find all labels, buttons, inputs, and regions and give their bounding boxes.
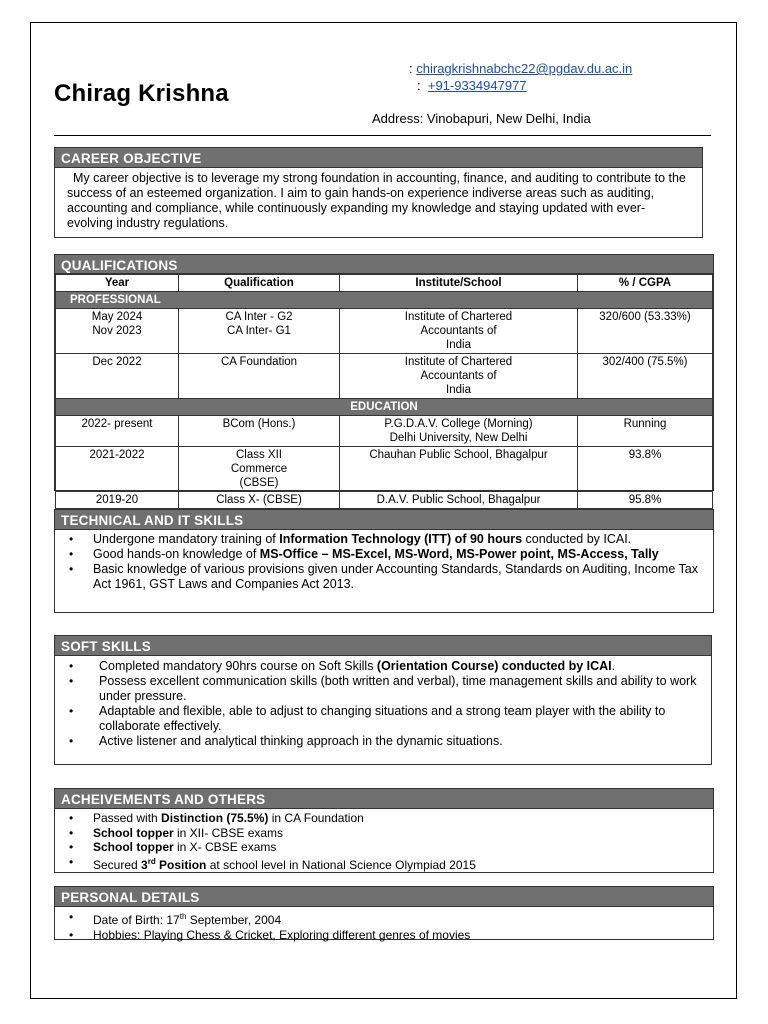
list-item: • School topper in XII- CBSE exams <box>55 826 713 841</box>
qualifications-section <box>54 254 714 506</box>
address: Address: Vinobapuri, New Delhi, India <box>372 111 591 126</box>
cell-score: 95.8% <box>578 492 713 509</box>
list-item: • School topper in X- CBSE exams <box>55 840 713 855</box>
col-qualification: Qualification <box>179 275 340 292</box>
list-item: • Passed with Distinction (75.5%) in CA Foundation <box>55 811 713 826</box>
cell-institute: Institute of Chartered Accountants of India <box>340 309 578 354</box>
education-band <box>56 399 713 416</box>
cell-institute: P.G.D.A.V. College (Morning) Delhi University, New Delhi <box>340 416 578 447</box>
qualifications-heading: QUALIFICATIONS <box>55 255 713 274</box>
qualifications-table <box>55 274 713 509</box>
achievements-heading: ACHEIVEMENTS AND OTHERS <box>55 789 713 809</box>
cell-score: 93.8% <box>578 447 713 492</box>
email-prefix: : <box>409 61 413 76</box>
col-institute: Institute/School <box>340 275 578 292</box>
list-item: • Undergone mandatory training of Information Technology (ITT) of 90 hours conducted by ICAI. <box>55 532 709 547</box>
list-item: • Possess excellent communication skills (both written and verbal), time management skills and ability to work under pressure. <box>55 674 703 704</box>
cell-year: 2022- present <box>56 416 179 447</box>
personal-details-list <box>55 907 713 942</box>
cell-qualification: BCom (Hons.) <box>179 416 340 447</box>
table-row <box>56 416 713 447</box>
cell-qualification: Class XII Commerce (CBSE) <box>179 447 340 492</box>
table-row <box>56 309 713 354</box>
table-row <box>56 354 713 399</box>
achievements-section <box>54 788 714 873</box>
cell-year: May 2024 Nov 2023 <box>56 309 179 354</box>
cell-qualification: CA Inter - G2 CA Inter- G1 <box>179 309 340 354</box>
phone-line <box>417 78 527 93</box>
list-item: • Completed mandatory 90hrs course on Soft Skills (Orientation Course) conducted by ICAI. <box>55 659 703 674</box>
list-item: • Adaptable and flexible, able to adjust to changing situations and a strong team player with the ability to collaborate effectively. <box>55 704 703 734</box>
cell-score: 302/400 (75.5%) <box>578 354 713 399</box>
cell-institute: Institute of Chartered Accountants of India <box>340 354 578 399</box>
cell-qualification: Class X- (CBSE) <box>179 492 340 509</box>
career-objective-heading: CAREER OBJECTIVE <box>55 148 702 168</box>
achievements-list <box>55 809 713 872</box>
list-item: • Date of Birth: 17th September, 2004 <box>55 910 713 928</box>
col-year: Year <box>56 275 179 292</box>
candidate-name: Chirag Krishna <box>54 80 229 107</box>
career-objective-text: My career objective is to leverage my strong foundation in accounting, finance, and auditing to contribute to the success of an esteemed organization. I aim to gain hands-on experience indiverse areas such as auditing, accounting and compliance, while continuously expanding my knowledge and staying updated with ever-evolving industry regulations. <box>67 171 686 230</box>
cell-score: 320/600 (53.33%) <box>578 309 713 354</box>
personal-details-heading: PERSONAL DETAILS <box>55 887 713 907</box>
professional-band <box>56 292 713 309</box>
list-item: • Hobbies: Playing Chess & Cricket, Exploring different genres of movies <box>55 928 713 943</box>
list-item: • Basic knowledge of various provisions given under Accounting Standards, Standards on Auditing, Income Tax Act 1961, GST Laws and Companies Act 2013. <box>55 562 709 592</box>
personal-details-section <box>54 886 714 940</box>
list-item: • Active listener and analytical thinking approach in the dynamic situations. <box>55 734 703 749</box>
table-header-row <box>56 275 713 292</box>
soft-skills-list <box>55 656 711 749</box>
cell-institute: Chauhan Public School, Bhagalpur <box>340 447 578 492</box>
col-score: % / CGPA <box>578 275 713 292</box>
technical-skills-list <box>55 530 713 592</box>
phone-prefix: : <box>417 78 421 93</box>
technical-skills-heading: TECHNICAL AND IT SKILLS <box>55 510 713 530</box>
email-line <box>409 61 632 76</box>
header-divider <box>54 135 711 136</box>
technical-skills-section <box>54 509 714 613</box>
email-link[interactable]: chiragkrishnabchc22@pgdav.du.ac.in <box>416 61 633 76</box>
cell-score: Running <box>578 416 713 447</box>
table-row <box>56 447 713 492</box>
cell-year: Dec 2022 <box>56 354 179 399</box>
list-item: • Secured 3rd Position at school level in National Science Olympiad 2015 <box>55 855 713 873</box>
cell-institute: D.A.V. Public School, Bhagalpur <box>340 492 578 509</box>
education-label: EDUCATION <box>56 399 713 416</box>
table-row <box>56 492 713 509</box>
career-objective-section <box>54 147 703 238</box>
phone-link[interactable]: +91-9334947977 <box>427 78 527 93</box>
list-item: • Good hands-on knowledge of MS-Office – MS-Excel, MS-Word, MS-Power point, MS-Access, Tally <box>55 547 709 562</box>
cell-qualification: CA Foundation <box>179 354 340 399</box>
soft-skills-section <box>54 635 712 765</box>
cell-year: 2019-20 <box>56 492 179 509</box>
professional-label: PROFESSIONAL <box>56 292 713 309</box>
soft-skills-heading: SOFT SKILLS <box>55 636 711 656</box>
cell-year: 2021-2022 <box>56 447 179 492</box>
